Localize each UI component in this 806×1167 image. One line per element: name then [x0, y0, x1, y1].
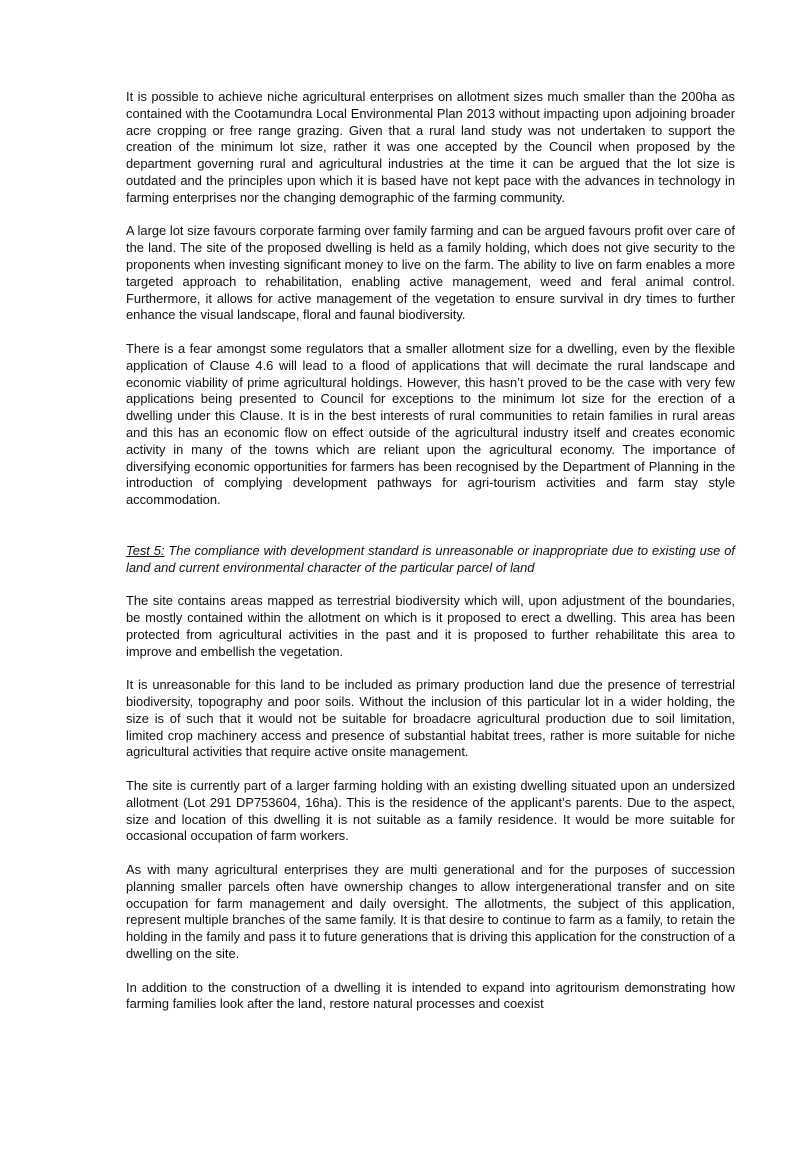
- paragraph-primary-production: It is unreasonable for this land to be included as primary production land due the presence of terrestrial biodiversity, topography and poor soils. Without the inclusion of this particular lot in a wider holding, the size is of such that it would not be suitable for broadacre agricultural production due to soil limitation, limited crop machinery access and presence of substantial habitat trees, rather is more suitable for niche agricultural activities that require active onsite management.: [126, 677, 735, 760]
- test-5-heading: [126, 543, 735, 577]
- paragraph-existing-dwelling: The site is currently part of a larger farming holding with an existing dwelling situated upon an undersized allotment (Lot 291 DP753604, 16ha). This is the residence of the applicant’s parents. Due to the aspect, size and location of this dwelling it is not suitable as a family residence. It would be more suitable for occasional occupation of farm workers.: [126, 778, 735, 844]
- document-page: [126, 89, 735, 1030]
- test-5-text: The compliance with development standard is unreasonable or inappropriate due to existing use of land and current environmental character of the particular parcel of land: [126, 542, 735, 575]
- test-5-label: Test 5:: [126, 542, 165, 558]
- paragraph-niche-enterprises: It is possible to achieve niche agricultural enterprises on allotment sizes much smaller than the 200ha as contained with the Cootamundra Local Environmental Plan 2013 without impacting upon adjoining broader acre cropping or free range grazing. Given that a rural land study was not undertaken to support the creation of the minimum lot size, rather it was one accepted by the Council when proposed by the department governing rural and agricultural industries at the time it can be argued that the lot size is outdated and the principles upon which it is based have not kept pace with the advances in technology in farming enterprises nor the changing demographic of the farming community.: [126, 89, 735, 205]
- paragraph-terrestrial-biodiversity: The site contains areas mapped as terrestrial biodiversity which will, upon adjustment of the boundaries, be mostly contained within the allotment on which is it proposed to erect a dwelling. This area has been protected from agricultural activities in the past and it is proposed to further rehabilitate this area to improve and embellish the vegetation.: [126, 593, 735, 659]
- paragraph-large-lot-size: A large lot size favours corporate farming over family farming and can be argued favours profit over care of the land. The site of the proposed dwelling is held as a family holding, which does not give security to the proponents when investing significant money to live on the farm. The ability to live on farm enables a more targeted approach to rehabilitation, enabling active management, weed and feral animal control. Furthermore, it allows for active management of the vegetation to ensure survival in dry times to further enhance the visual landscape, floral and faunal biodiversity.: [126, 223, 735, 323]
- paragraph-regulator-fear: There is a fear amongst some regulators that a smaller allotment size for a dwelling, even by the flexible application of Clause 4.6 will lead to a flood of applications that will decimate the rural landscape and economic viability of prime agricultural holdings. However, this hasn’t proved to be the case with very few applications being presented to Council for exceptions to the minimum lot size for the erection of a dwelling under this Clause. It is in the best interests of rural communities to retain families in rural areas and this has an economic flow on effect outside of the agricultural industry itself and creates economic activity in many of the towns which are reliant upon the agricultural economy. The importance of diversifying economic opportunities for farmers has been recognised by the Department of Planning in the introduction of complying development pathways for agri-tourism activities and farm stay style accommodation.: [126, 340, 735, 508]
- paragraph-agritourism: In addition to the construction of a dwelling it is intended to expand into agritourism demonstrating how farming families look after the land, restore natural processes and coexist: [126, 979, 735, 1012]
- paragraph-succession-planning: As with many agricultural enterprises they are multi generational and for the purposes of succession planning smaller parcels often have ownership changes to allow intergenerational transfer and on site occupation for farm management and daily oversight. The allotments, the subject of this application, represent multiple branches of the same family. It is that desire to continue to farm as a family, to retain the holding in the family and pass it to future generations that is driving this application for the construction of a dwelling on the site.: [126, 862, 735, 962]
